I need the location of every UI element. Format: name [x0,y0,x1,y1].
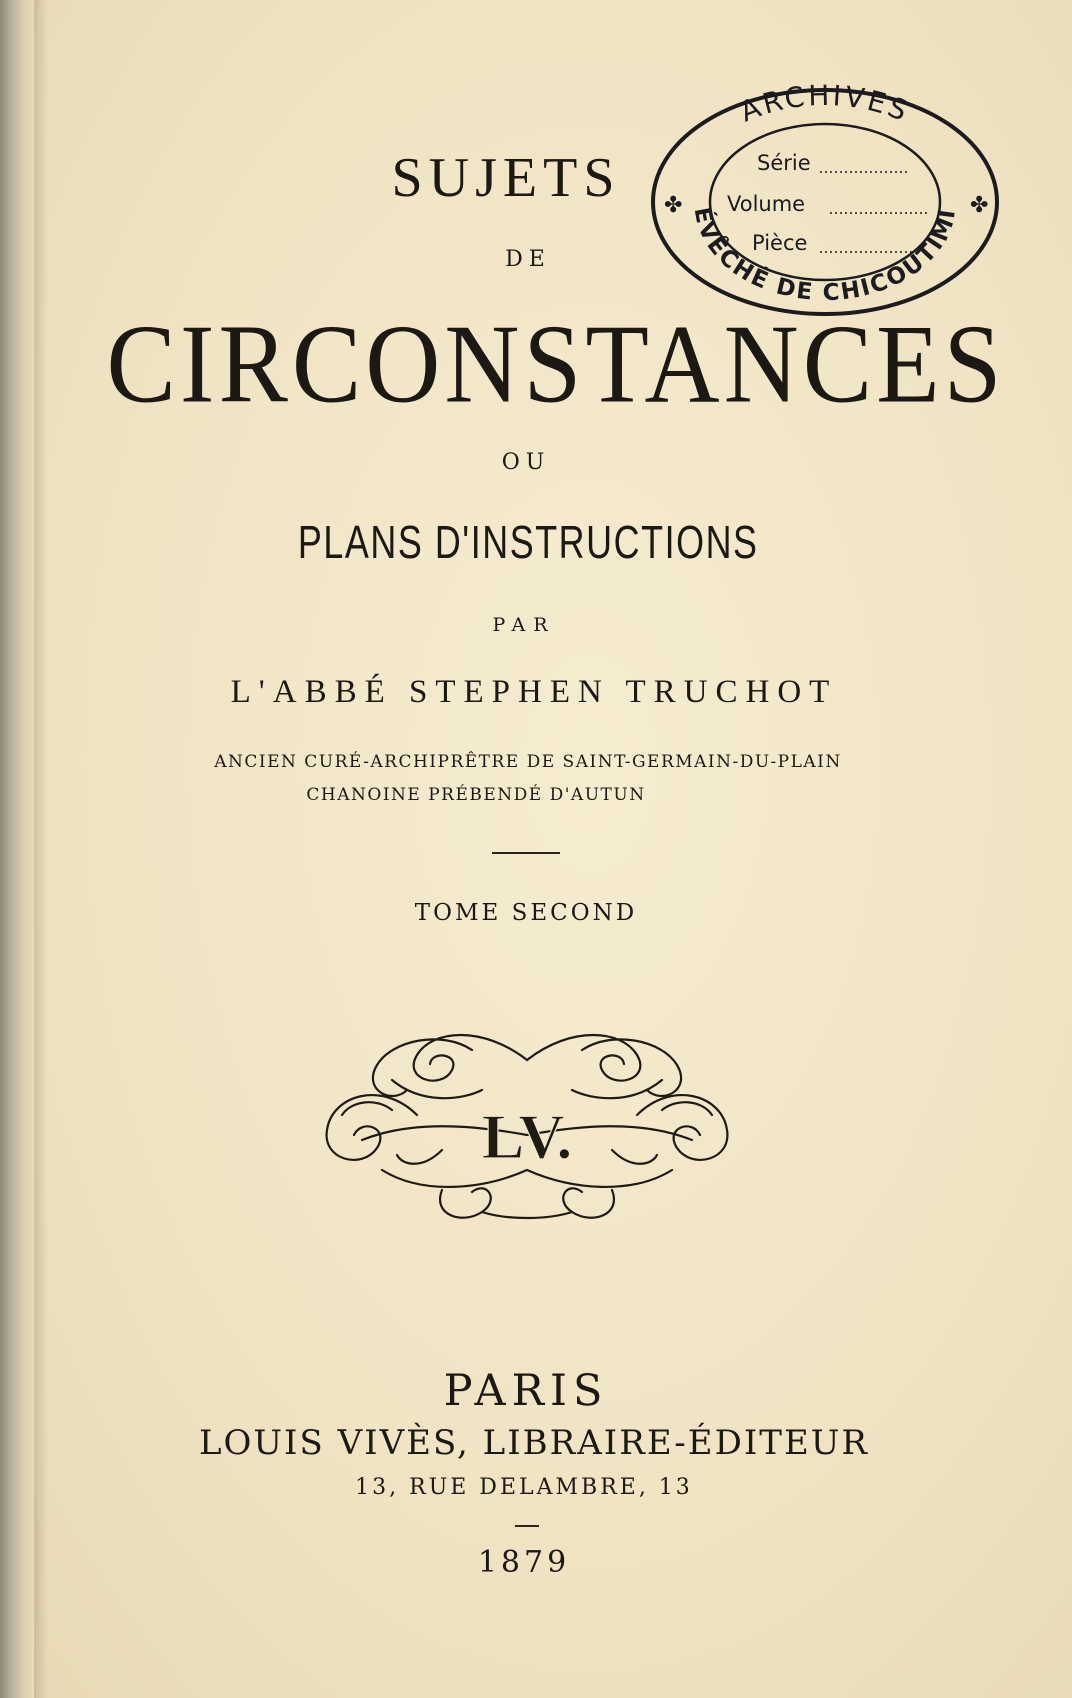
publisher-monogram-ornament [322,1020,732,1225]
stamp-left-fleuron: ✤ [664,193,683,218]
imprint-city: PARIS [443,1366,609,1416]
imprint-address: 13, RUE DELAMBRE, 13 [355,1475,693,1500]
author-role-line-2: CHANOINE PRÉBENDÉ D'AUTUN [306,785,646,805]
monogram-text: LV. [481,1101,573,1172]
author-name: L'ABBÉ STEPHEN TRUCHOT [230,674,838,710]
archives-stamp [640,80,1010,325]
stamp-top-text: ARCHIVES [735,80,915,129]
stamp-right-fleuron: ✤ [970,193,989,218]
stamp-bottom-text: ÉVÊCHÉ DE CHICOUTIMI [688,205,962,307]
imprint-year: 1879 [477,1545,571,1580]
title-line-2: DE [505,247,551,272]
title-conjunction: OU [501,450,551,475]
author-role-line-1: ANCIEN CURÉ-ARCHIPRÊTRE DE SAINT-GERMAIN-DU-PLAIN [214,752,842,772]
main-title: CIRCONSTANCES [106,302,1006,427]
stamp-field-volume: Volume [727,192,806,216]
volume-label: TOME SECOND [414,900,638,926]
title-line-1: SUJETS [391,147,621,209]
imprint-publisher: LOUIS VIVÈS, LIBRAIRE-ÉDITEUR [198,1423,870,1463]
divider-rule [492,852,560,854]
by-label: PAR [492,614,556,636]
subtitle: PLANS D'INSTRUCTIONS [297,516,759,568]
stamp-field-piece: Pièce [752,231,808,255]
stamp-field-serie: Série [757,151,811,175]
short-divider-rule [515,1525,539,1527]
